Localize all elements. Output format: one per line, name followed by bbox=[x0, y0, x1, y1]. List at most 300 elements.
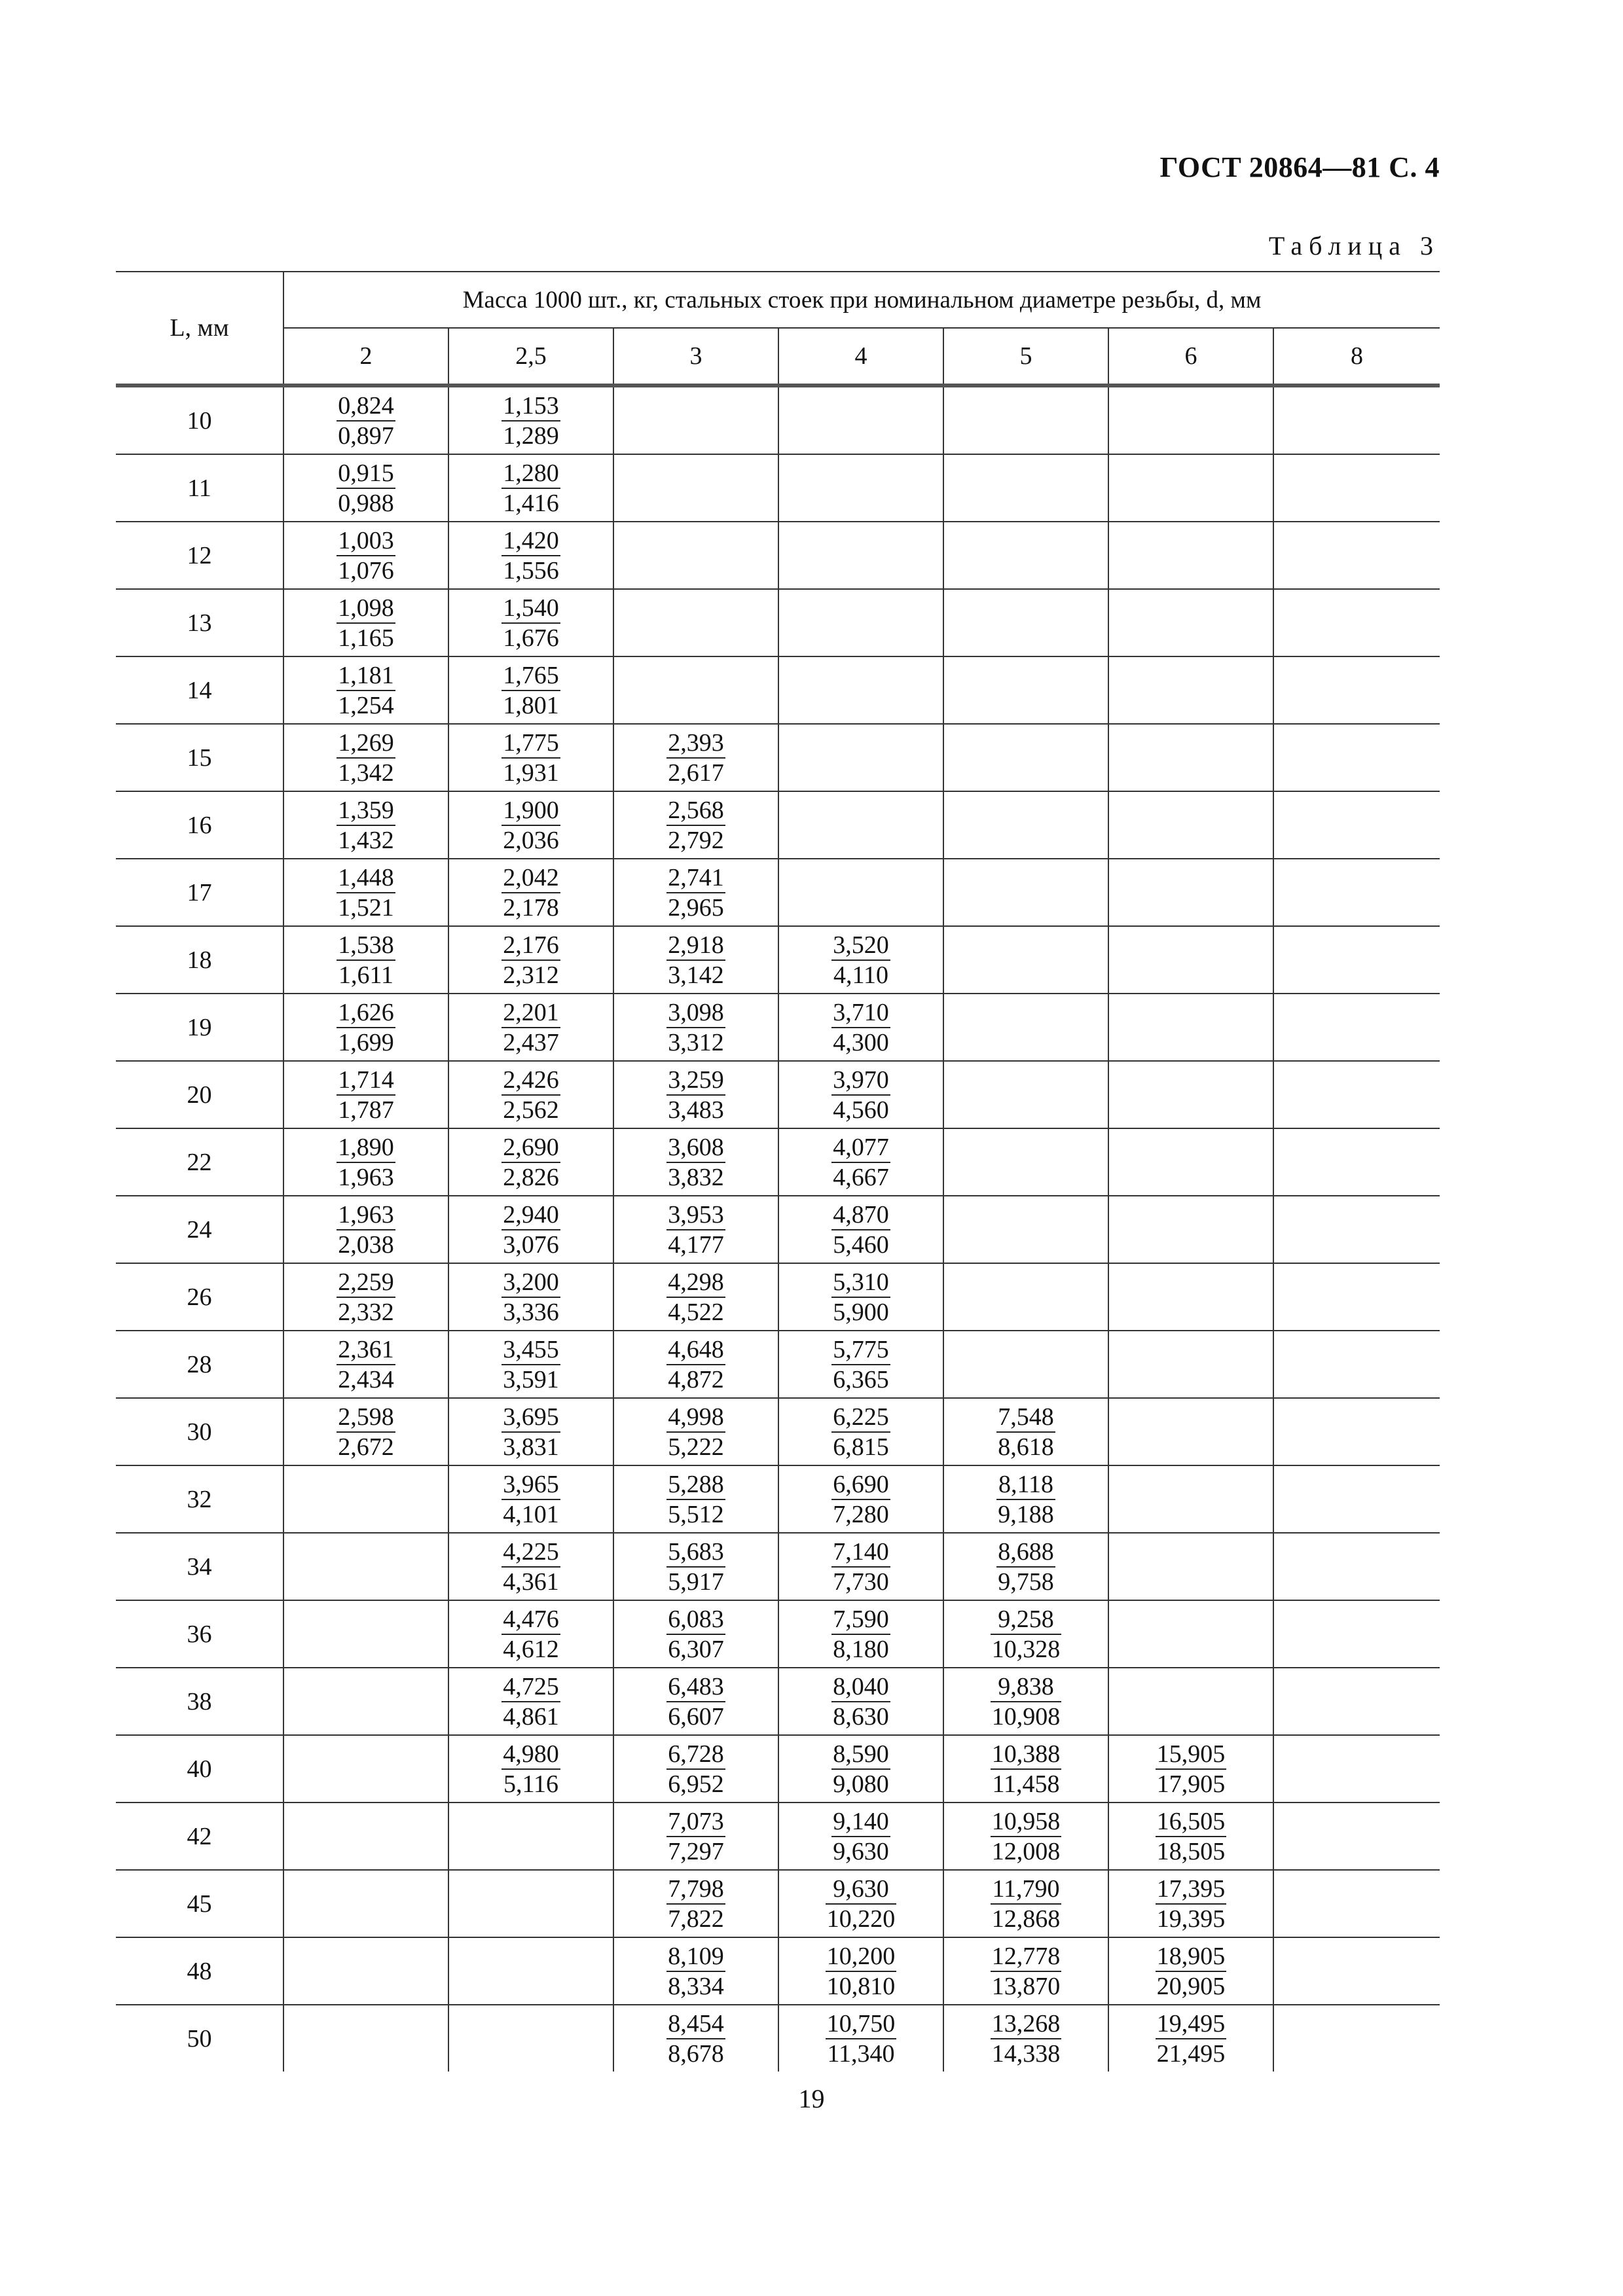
mass-cell bbox=[1108, 791, 1273, 859]
length-cell: 30 bbox=[116, 1398, 283, 1465]
mass-cell bbox=[1108, 2005, 1273, 2072]
table-row bbox=[116, 1600, 1440, 1668]
mass-cell bbox=[1273, 522, 1440, 589]
mass-value-lower: 12,008 bbox=[991, 1837, 1061, 1865]
mass-cell bbox=[943, 1668, 1108, 1735]
mass-value-lower: 1,963 bbox=[338, 1163, 394, 1191]
mass-value-lower: 5,116 bbox=[503, 1770, 559, 1798]
mass-cell bbox=[448, 1937, 613, 2005]
mass-cell bbox=[1108, 1398, 1273, 1465]
mass-fraction bbox=[831, 1335, 890, 1394]
mass-value-lower: 6,307 bbox=[668, 1635, 724, 1663]
mass-cell bbox=[613, 1196, 778, 1263]
table-row bbox=[116, 1263, 1440, 1331]
table-row bbox=[116, 859, 1440, 926]
length-cell: 24 bbox=[116, 1196, 283, 1263]
mass-value-lower: 2,792 bbox=[668, 826, 724, 854]
mass-value-upper: 1,098 bbox=[337, 594, 395, 624]
table-row bbox=[116, 1668, 1440, 1735]
mass-value-upper: 7,073 bbox=[666, 1807, 725, 1837]
mass-cell bbox=[778, 1533, 943, 1600]
mass-fraction bbox=[501, 1133, 560, 1192]
mass-cell bbox=[1108, 724, 1273, 791]
mass-cell bbox=[778, 1331, 943, 1398]
mass-fraction bbox=[991, 2009, 1062, 2068]
mass-value-lower: 1,521 bbox=[338, 893, 394, 922]
diameter-header: 2,5 bbox=[448, 328, 613, 386]
mass-cell bbox=[613, 1668, 778, 1735]
mass-cell bbox=[1273, 1600, 1440, 1668]
mass-cell bbox=[1273, 1331, 1440, 1398]
mass-cell bbox=[1108, 1735, 1273, 1803]
mass-cell bbox=[448, 791, 613, 859]
mass-cell bbox=[778, 1735, 943, 1803]
mass-cell bbox=[613, 1128, 778, 1196]
mass-cell bbox=[778, 386, 943, 454]
mass-cell bbox=[943, 1735, 1108, 1803]
table-caption: Таблица 3 bbox=[1268, 231, 1440, 260]
mass-cell bbox=[1108, 994, 1273, 1061]
mass-cell bbox=[1108, 1196, 1273, 1263]
mass-cell bbox=[943, 791, 1108, 859]
mass-value-lower: 1,931 bbox=[503, 759, 559, 787]
mass-cell bbox=[1108, 859, 1273, 926]
mass-value-lower: 3,483 bbox=[668, 1096, 724, 1124]
mass-value-upper: 8,040 bbox=[831, 1672, 890, 1702]
mass-cell bbox=[1273, 1398, 1440, 1465]
mass-fraction bbox=[831, 1403, 890, 1462]
mass-value-lower: 11,458 bbox=[992, 1770, 1060, 1798]
diameter-header: 2 bbox=[283, 328, 448, 386]
mass-fraction bbox=[666, 1133, 725, 1192]
mass-cell bbox=[1273, 1937, 1440, 2005]
table-row bbox=[116, 1128, 1440, 1196]
mass-value-lower: 6,607 bbox=[668, 1702, 724, 1731]
table-row bbox=[116, 386, 1440, 454]
mass-cell bbox=[613, 656, 778, 724]
length-cell: 38 bbox=[116, 1668, 283, 1735]
mass-value-upper: 19,495 bbox=[1156, 2009, 1227, 2039]
mass-value-upper: 3,953 bbox=[666, 1200, 725, 1230]
table-row bbox=[116, 791, 1440, 859]
mass-cell bbox=[448, 1870, 613, 1937]
mass-fraction bbox=[501, 998, 560, 1057]
mass-fraction bbox=[1156, 1740, 1227, 1799]
table-row bbox=[116, 1533, 1440, 1600]
mass-value-upper: 2,598 bbox=[337, 1403, 395, 1433]
mass-cell bbox=[613, 724, 778, 791]
mass-cell bbox=[613, 1803, 778, 1870]
mass-fraction bbox=[337, 796, 395, 855]
mass-value-lower: 13,870 bbox=[991, 1972, 1061, 2000]
mass-cell bbox=[1273, 1668, 1440, 1735]
mass-fraction bbox=[501, 594, 560, 653]
mass-value-lower: 3,076 bbox=[503, 1230, 559, 1259]
mass-cell bbox=[1273, 1465, 1440, 1533]
mass-value-upper: 18,905 bbox=[1156, 1942, 1227, 1972]
mass-value-upper: 10,958 bbox=[991, 1807, 1062, 1837]
mass-fraction bbox=[501, 796, 560, 855]
mass-cell bbox=[283, 1937, 448, 2005]
mass-value-lower: 2,332 bbox=[338, 1298, 394, 1326]
mass-value-upper: 1,153 bbox=[501, 391, 560, 422]
mass-value-upper: 8,688 bbox=[996, 1537, 1055, 1568]
mass-cell bbox=[283, 1196, 448, 1263]
mass-value-upper: 2,259 bbox=[337, 1268, 395, 1298]
mass-cell bbox=[943, 1061, 1108, 1128]
mass-value-upper: 8,454 bbox=[666, 2009, 725, 2039]
mass-value-lower: 8,180 bbox=[833, 1635, 889, 1663]
mass-value-upper: 1,538 bbox=[337, 931, 395, 961]
mass-value-lower: 9,080 bbox=[833, 1770, 889, 1798]
mass-fraction bbox=[337, 1200, 395, 1259]
mass-value-upper: 2,042 bbox=[501, 863, 560, 893]
mass-value-lower: 7,280 bbox=[833, 1500, 889, 1528]
mass-cell bbox=[778, 1803, 943, 1870]
mass-value-upper: 0,824 bbox=[337, 391, 395, 422]
mass-cell bbox=[283, 1263, 448, 1331]
table-header bbox=[116, 272, 1440, 386]
mass-fraction bbox=[501, 661, 560, 720]
mass-cell bbox=[613, 454, 778, 522]
mass-value-lower: 1,676 bbox=[503, 624, 559, 652]
table-row bbox=[116, 1735, 1440, 1803]
mass-fraction bbox=[831, 1537, 890, 1596]
mass-fraction bbox=[666, 1537, 725, 1596]
mass-value-upper: 10,750 bbox=[826, 2009, 897, 2039]
mass-value-lower: 5,460 bbox=[833, 1230, 889, 1259]
mass-value-upper: 9,630 bbox=[826, 1874, 897, 1905]
mass-cell bbox=[778, 522, 943, 589]
mass-value-lower: 7,822 bbox=[668, 1905, 724, 1933]
mass-cell bbox=[283, 1803, 448, 1870]
mass-value-upper: 2,426 bbox=[501, 1066, 560, 1096]
mass-cell bbox=[448, 859, 613, 926]
mass-cell bbox=[283, 1668, 448, 1735]
mass-value-lower: 5,222 bbox=[668, 1433, 724, 1461]
mass-cell bbox=[778, 859, 943, 926]
mass-fraction bbox=[337, 594, 395, 653]
mass-fraction bbox=[337, 661, 395, 720]
mass-value-lower: 7,730 bbox=[833, 1568, 889, 1596]
length-cell: 17 bbox=[116, 859, 283, 926]
mass-value-upper: 3,520 bbox=[831, 931, 890, 961]
mass-value-lower: 8,334 bbox=[668, 1972, 724, 2000]
mass-value-upper: 10,200 bbox=[826, 1942, 897, 1972]
mass-cell bbox=[613, 1263, 778, 1331]
length-cell: 22 bbox=[116, 1128, 283, 1196]
mass-fraction bbox=[337, 1335, 395, 1394]
mass-value-upper: 1,775 bbox=[501, 728, 560, 759]
length-cell: 20 bbox=[116, 1061, 283, 1128]
mass-value-lower: 7,297 bbox=[668, 1837, 724, 1865]
mass-fraction bbox=[666, 1605, 725, 1664]
mass-cell bbox=[778, 656, 943, 724]
mass-cell bbox=[1108, 454, 1273, 522]
mass-cell bbox=[1273, 1061, 1440, 1128]
length-cell: 32 bbox=[116, 1465, 283, 1533]
mass-value-lower: 14,338 bbox=[991, 2039, 1061, 2068]
mass-cell bbox=[283, 589, 448, 656]
mass-cell bbox=[448, 1263, 613, 1331]
mass-value-upper: 2,201 bbox=[501, 998, 560, 1028]
mass-cell bbox=[283, 1600, 448, 1668]
length-cell: 11 bbox=[116, 454, 283, 522]
mass-cell bbox=[613, 522, 778, 589]
mass-fraction bbox=[337, 391, 395, 450]
mass-value-lower: 1,699 bbox=[338, 1028, 394, 1056]
mass-fraction bbox=[826, 1942, 897, 2001]
mass-cell bbox=[448, 1465, 613, 1533]
mass-table bbox=[116, 271, 1440, 2072]
mass-value-lower: 4,177 bbox=[668, 1230, 724, 1259]
mass-cell bbox=[1108, 1263, 1273, 1331]
mass-value-lower: 2,038 bbox=[338, 1230, 394, 1259]
mass-value-lower: 6,952 bbox=[668, 1770, 724, 1798]
mass-value-upper: 15,905 bbox=[1156, 1740, 1227, 1770]
mass-value-lower: 2,562 bbox=[503, 1096, 559, 1124]
table-row bbox=[116, 1465, 1440, 1533]
mass-value-upper: 3,695 bbox=[501, 1403, 560, 1433]
mass-fraction bbox=[831, 1470, 890, 1529]
mass-value-upper: 7,590 bbox=[831, 1605, 890, 1635]
mass-value-lower: 1,787 bbox=[338, 1096, 394, 1124]
mass-fraction bbox=[501, 1403, 560, 1462]
mass-fraction bbox=[996, 1470, 1055, 1529]
mass-fraction bbox=[337, 998, 395, 1057]
mass-value-lower: 10,328 bbox=[991, 1635, 1061, 1663]
mass-cell bbox=[613, 2005, 778, 2072]
mass-cell bbox=[943, 994, 1108, 1061]
mass-cell bbox=[283, 2005, 448, 2072]
mass-fraction bbox=[501, 1605, 560, 1664]
mass-fraction bbox=[991, 1874, 1062, 1933]
mass-value-upper: 1,626 bbox=[337, 998, 395, 1028]
table-row bbox=[116, 724, 1440, 791]
mass-cell bbox=[943, 859, 1108, 926]
table-row bbox=[116, 589, 1440, 656]
mass-value-upper: 3,259 bbox=[666, 1066, 725, 1096]
mass-fraction bbox=[831, 1066, 890, 1124]
mass-cell bbox=[283, 994, 448, 1061]
mass-cell bbox=[1273, 859, 1440, 926]
mass-value-lower: 6,815 bbox=[833, 1433, 889, 1461]
mass-fraction bbox=[666, 1942, 725, 2001]
mass-value-lower: 4,560 bbox=[833, 1096, 889, 1124]
mass-fraction bbox=[666, 1268, 725, 1327]
mass-cell bbox=[283, 791, 448, 859]
mass-cell bbox=[283, 656, 448, 724]
mass-cell bbox=[448, 656, 613, 724]
mass-fraction bbox=[501, 391, 560, 450]
mass-fraction bbox=[991, 1672, 1062, 1731]
mass-cell bbox=[613, 1398, 778, 1465]
mass-fraction bbox=[666, 1807, 725, 1866]
mass-cell bbox=[943, 2005, 1108, 2072]
mass-cell bbox=[1273, 656, 1440, 724]
mass-value-upper: 16,505 bbox=[1156, 1807, 1227, 1837]
mass-cell bbox=[1273, 994, 1440, 1061]
mass-cell bbox=[943, 724, 1108, 791]
mass-value-upper: 3,455 bbox=[501, 1335, 560, 1365]
mass-value-lower: 3,142 bbox=[668, 961, 724, 989]
mass-cell bbox=[943, 1465, 1108, 1533]
mass-cell bbox=[1273, 1803, 1440, 1870]
table-row bbox=[116, 454, 1440, 522]
mass-value-upper: 3,608 bbox=[666, 1133, 725, 1163]
mass-value-upper: 3,970 bbox=[831, 1066, 890, 1096]
mass-value-lower: 8,678 bbox=[668, 2039, 724, 2068]
mass-value-lower: 0,988 bbox=[338, 489, 394, 517]
mass-cell bbox=[1108, 1061, 1273, 1128]
mass-fraction bbox=[501, 1537, 560, 1596]
mass-value-lower: 1,289 bbox=[503, 422, 559, 450]
mass-cell bbox=[448, 1668, 613, 1735]
mass-fraction bbox=[337, 931, 395, 990]
mass-value-upper: 1,765 bbox=[501, 661, 560, 691]
mass-value-upper: 7,140 bbox=[831, 1537, 890, 1568]
mass-value-lower: 2,672 bbox=[338, 1433, 394, 1461]
mass-value-lower: 3,832 bbox=[668, 1163, 724, 1191]
mass-value-lower: 1,254 bbox=[338, 691, 394, 719]
mass-cell bbox=[943, 386, 1108, 454]
mass-value-lower: 9,188 bbox=[998, 1500, 1054, 1528]
table-row bbox=[116, 656, 1440, 724]
mass-cell bbox=[613, 994, 778, 1061]
mass-value-lower: 1,416 bbox=[503, 489, 559, 517]
mass-value-upper: 4,298 bbox=[666, 1268, 725, 1298]
mass-value-lower: 2,434 bbox=[338, 1365, 394, 1393]
mass-cell bbox=[283, 1398, 448, 1465]
mass-fraction bbox=[666, 1470, 725, 1529]
length-cell: 26 bbox=[116, 1263, 283, 1331]
mass-value-lower: 1,611 bbox=[338, 961, 394, 989]
mass-value-upper: 9,838 bbox=[991, 1672, 1062, 1702]
mass-cell bbox=[283, 859, 448, 926]
mass-cell bbox=[448, 1735, 613, 1803]
length-cell: 16 bbox=[116, 791, 283, 859]
mass-cell bbox=[613, 1870, 778, 1937]
mass-cell bbox=[1108, 1870, 1273, 1937]
mass-cell bbox=[1108, 589, 1273, 656]
mass-value-lower: 1,432 bbox=[338, 826, 394, 854]
mass-cell bbox=[778, 2005, 943, 2072]
table-row bbox=[116, 1803, 1440, 1870]
mass-cell bbox=[613, 791, 778, 859]
mass-fraction bbox=[501, 1672, 560, 1731]
mass-value-upper: 11,790 bbox=[991, 1874, 1062, 1905]
mass-cell bbox=[448, 1196, 613, 1263]
mass-fraction bbox=[337, 728, 395, 787]
mass-value-lower: 4,522 bbox=[668, 1298, 724, 1326]
mass-value-upper: 5,310 bbox=[831, 1268, 890, 1298]
mass-fraction bbox=[826, 2009, 897, 2068]
mass-value-lower: 8,618 bbox=[998, 1433, 1054, 1461]
length-cell: 50 bbox=[187, 2024, 212, 2053]
length-cell: 13 bbox=[116, 589, 283, 656]
mass-cell bbox=[448, 522, 613, 589]
mass-cell bbox=[943, 656, 1108, 724]
mass-cell bbox=[613, 859, 778, 926]
mass-value-upper: 9,140 bbox=[831, 1807, 890, 1837]
mass-value-upper: 5,683 bbox=[666, 1537, 725, 1568]
mass-value-upper: 3,965 bbox=[501, 1470, 560, 1500]
mass-value-lower: 1,801 bbox=[503, 691, 559, 719]
mass-value-upper: 10,388 bbox=[991, 1740, 1062, 1770]
length-cell: 10 bbox=[116, 386, 283, 454]
mass-value-lower: 4,101 bbox=[503, 1500, 559, 1528]
mass-value-upper: 5,775 bbox=[831, 1335, 890, 1365]
mass-cell bbox=[448, 724, 613, 791]
mass-value-lower: 11,340 bbox=[827, 2039, 895, 2068]
mass-value-lower: 9,630 bbox=[833, 1837, 889, 1865]
mass-fraction bbox=[666, 998, 725, 1057]
mass-fraction bbox=[996, 1537, 1055, 1596]
mass-fraction bbox=[831, 1133, 890, 1192]
mass-value-upper: 12,778 bbox=[991, 1942, 1062, 1972]
mass-cell bbox=[943, 926, 1108, 994]
mass-value-upper: 8,590 bbox=[831, 1740, 890, 1770]
mass-value-upper: 6,690 bbox=[831, 1470, 890, 1500]
mass-cell bbox=[448, 1331, 613, 1398]
mass-fraction bbox=[501, 1740, 560, 1799]
page-number: 19 bbox=[798, 2084, 825, 2113]
mass-value-upper: 6,483 bbox=[666, 1672, 725, 1702]
mass-cell bbox=[778, 1196, 943, 1263]
mass-fraction bbox=[337, 1268, 395, 1327]
mass-cell bbox=[613, 1533, 778, 1600]
mass-fraction bbox=[831, 1200, 890, 1259]
mass-value-upper: 6,728 bbox=[666, 1740, 725, 1770]
mass-fraction bbox=[831, 1672, 890, 1731]
mass-fraction bbox=[337, 1133, 395, 1192]
mass-cell bbox=[778, 1061, 943, 1128]
mass-value-upper: 1,269 bbox=[337, 728, 395, 759]
mass-cell bbox=[448, 1061, 613, 1128]
mass-value-upper: 7,798 bbox=[666, 1874, 725, 1905]
mass-fraction bbox=[666, 2009, 725, 2068]
mass-cell bbox=[1108, 1128, 1273, 1196]
mass-cell bbox=[283, 454, 448, 522]
mass-cell bbox=[1108, 656, 1273, 724]
mass-cell bbox=[283, 1735, 448, 1803]
mass-cell bbox=[1108, 1803, 1273, 1870]
mass-cell bbox=[283, 1061, 448, 1128]
mass-value-lower: 2,965 bbox=[668, 893, 724, 922]
mass-cell bbox=[1273, 1870, 1440, 1937]
mass-cell bbox=[778, 1600, 943, 1668]
length-cell: 28 bbox=[116, 1331, 283, 1398]
mass-fraction bbox=[831, 1807, 890, 1866]
mass-value-lower: 4,361 bbox=[503, 1568, 559, 1596]
mass-cell bbox=[1273, 724, 1440, 791]
diameter-header: 3 bbox=[613, 328, 778, 386]
length-cell: 12 bbox=[116, 522, 283, 589]
mass-cell bbox=[283, 926, 448, 994]
mass-cell bbox=[1108, 386, 1273, 454]
mass-value-lower: 1,342 bbox=[338, 759, 394, 787]
mass-cell bbox=[778, 994, 943, 1061]
table-row bbox=[116, 994, 1440, 1061]
mass-value-lower: 4,612 bbox=[503, 1635, 559, 1663]
mass-fraction bbox=[501, 526, 560, 585]
mass-span-header: Масса 1000 шт., кг, стальных стоек при номинальном диаметре резьбы, d, мм bbox=[283, 272, 1440, 328]
mass-cell bbox=[1273, 454, 1440, 522]
mass-cell bbox=[613, 1331, 778, 1398]
mass-fraction bbox=[501, 1268, 560, 1327]
mass-cell bbox=[613, 1465, 778, 1533]
mass-value-upper: 9,258 bbox=[991, 1605, 1062, 1635]
